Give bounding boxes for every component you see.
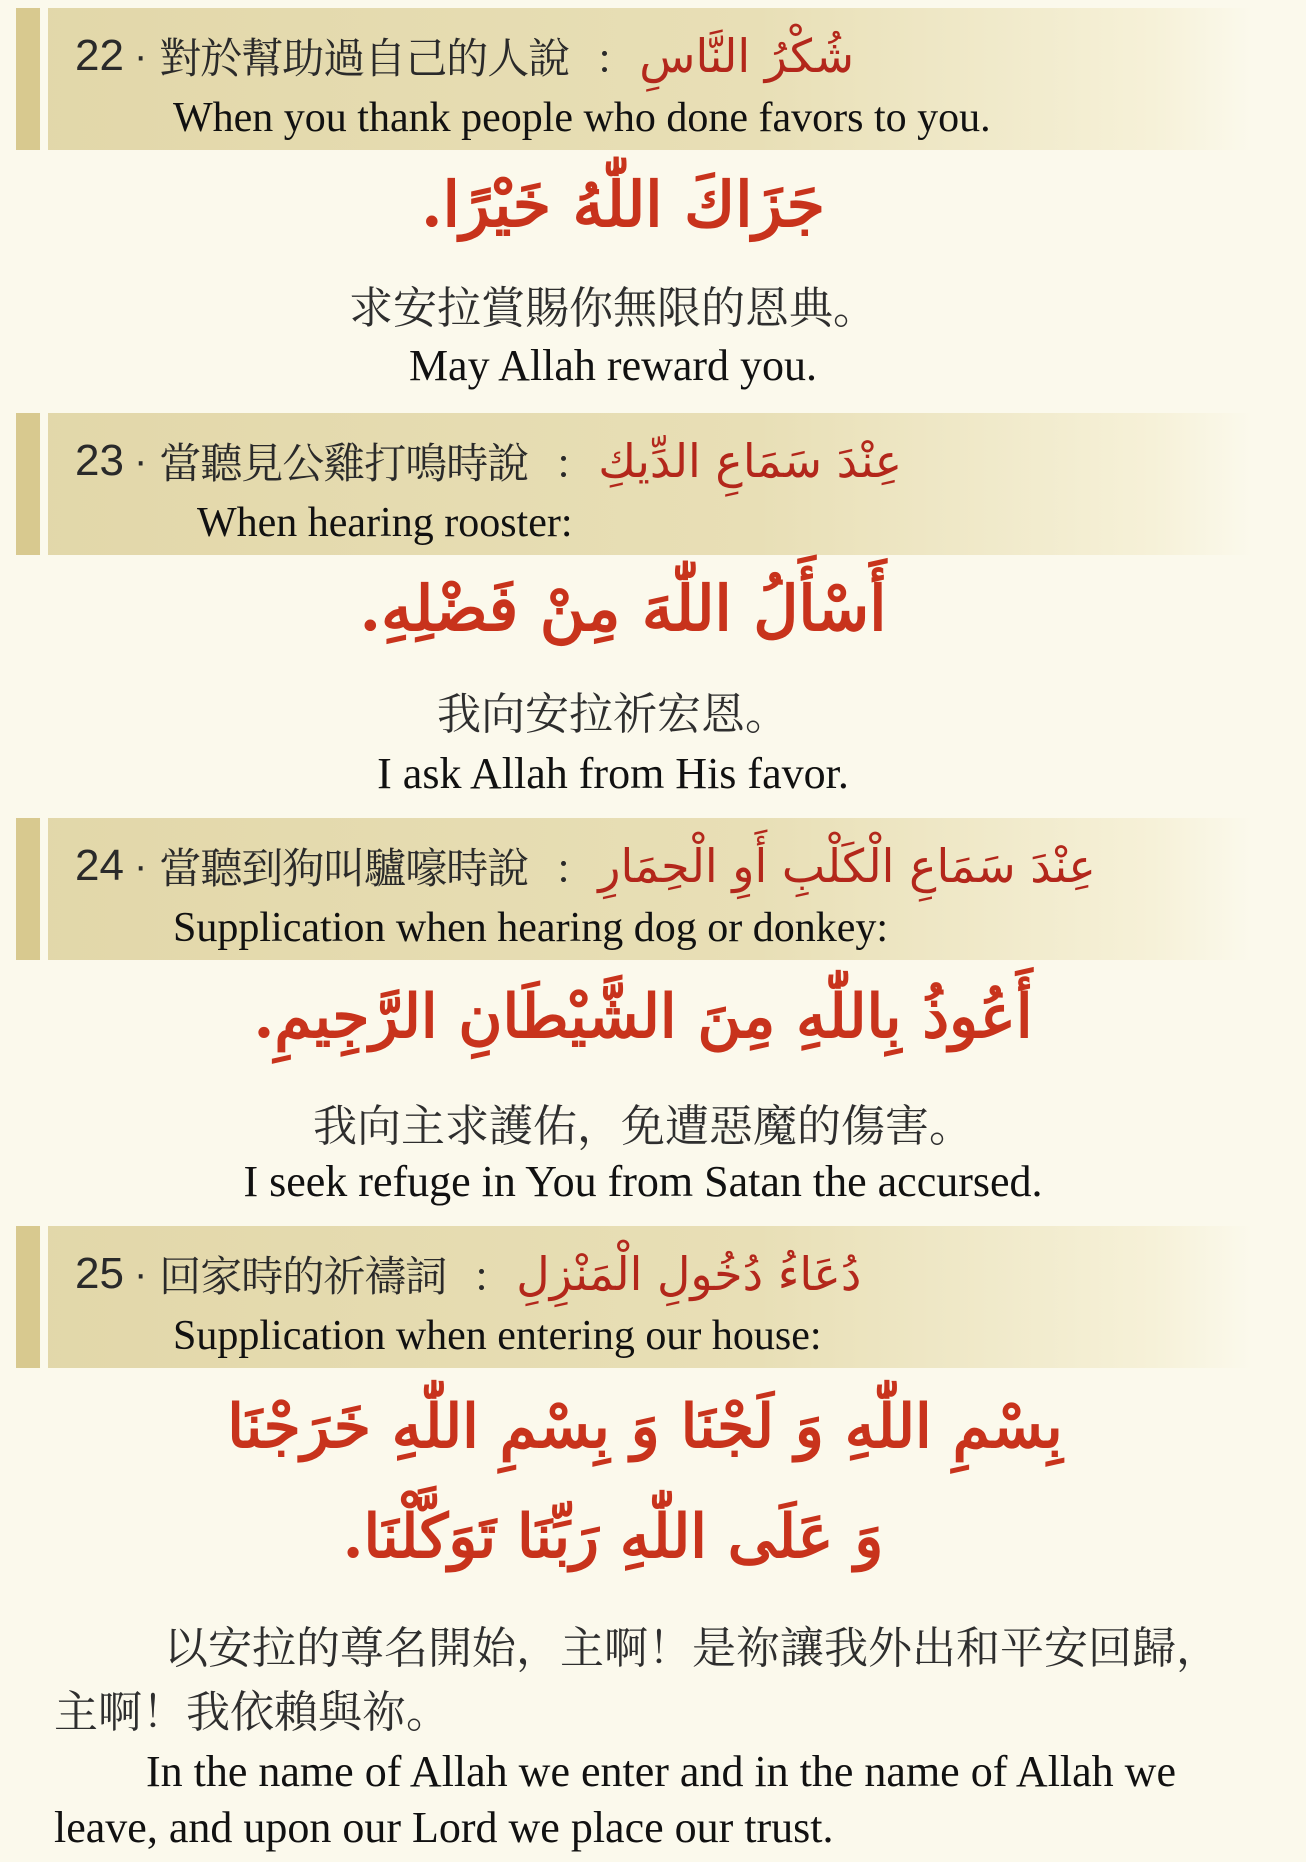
section-23-header [16,413,1252,555]
chinese-translation-line-2: 主啊！我依賴與祢。 [54,1687,450,1738]
separator-dot: · [133,438,148,483]
english-translation-line-1: In the name of Allah we enter and in the name of Allah we [146,1747,1176,1796]
chinese-title: 當聽見公雞打鳴時說 [159,439,529,488]
english-translation: I seek refuge in You from Satan the accursed. [243,1157,1043,1206]
title-colon: ： [554,441,595,488]
section-title-line [75,832,1096,900]
english-translation: May Allah reward you. [408,341,818,390]
chinese-translation: 我向安拉祈宏恩。 [437,689,789,740]
chinese-translation: 我向主求護佑，免遭惡魔的傷害。 [313,1101,973,1152]
section-24-header [16,818,1252,960]
section-number: 23 [75,436,124,485]
title-colon: ： [472,1254,513,1301]
english-subtitle: Supplication when entering our house: [173,1313,822,1359]
arabic-title: شُكْرُ النَّاسِ [639,29,855,83]
header-accent-bar [16,1226,40,1368]
title-colon: ： [595,36,636,83]
arabic-supplication: أَعُوذُ بِاللّٰهِ مِنَ الشَّيْطَانِ الرَّجِيمِ. [253,982,1033,1052]
english-translation-line-2: leave, and upon our Lord we place our trust. [54,1803,834,1852]
chinese-title: 當聽到狗叫驢嚎時說 [159,844,529,893]
chinese-translation-line-1: 以安拉的尊名開始，主啊！是祢讓我外出和平安回歸， [164,1623,1220,1674]
section-title-line [75,1240,861,1308]
english-subtitle: Supplication when hearing dog or donkey: [173,905,889,951]
separator-dot: · [133,1251,148,1296]
arabic-title: عِنْدَ سَمَاعِ الْكَلْبِ أَوِ الْحِمَارِ [598,839,1096,893]
arabic-supplication: جَزَاكَ اللّٰهُ خَيْرًا. [421,168,825,241]
arabic-title: دُعَاءُ دُخُولِ الْمَنْزِلِ [516,1247,862,1301]
english-subtitle: When hearing rooster: [197,500,573,546]
header-accent-bar [16,818,40,960]
chinese-title: 對於幫助過自己的人說 [159,34,570,83]
header-accent-bar [16,8,40,150]
separator-dot: · [133,843,148,888]
section-title-line [75,427,902,495]
arabic-supplication-line-1: بِسْمِ اللّٰهِ وَ لَجْنَا وَ بِسْمِ اللّٰهِ خَرَجْنَا [227,1392,1063,1462]
section-title-line [75,22,854,90]
header-accent-bar [16,413,40,555]
arabic-supplication: أَسْأَلُ اللّٰهَ مِنْ فَضْلِهِ. [359,572,887,645]
separator-dot: · [133,33,148,78]
section-25-header [16,1226,1252,1368]
title-colon: ： [554,846,595,893]
english-subtitle: When you thank people who done favors to you. [173,95,991,141]
section-number: 24 [75,841,124,890]
section-22-header [16,8,1252,150]
english-translation: I ask Allah from His favor. [377,749,849,798]
arabic-title: عِنْدَ سَمَاعِ الدِّيكِ [598,434,903,488]
section-number: 25 [75,1249,124,1298]
section-number: 22 [75,31,124,80]
arabic-supplication-line-2: وَ عَلَى اللّٰهِ رَبِّنَا تَوَكَّلْنَا. [342,1502,884,1572]
chinese-translation: 求安拉賞賜你無限的恩典。 [349,283,877,334]
chinese-title: 回家時的祈禱詞 [159,1252,447,1301]
